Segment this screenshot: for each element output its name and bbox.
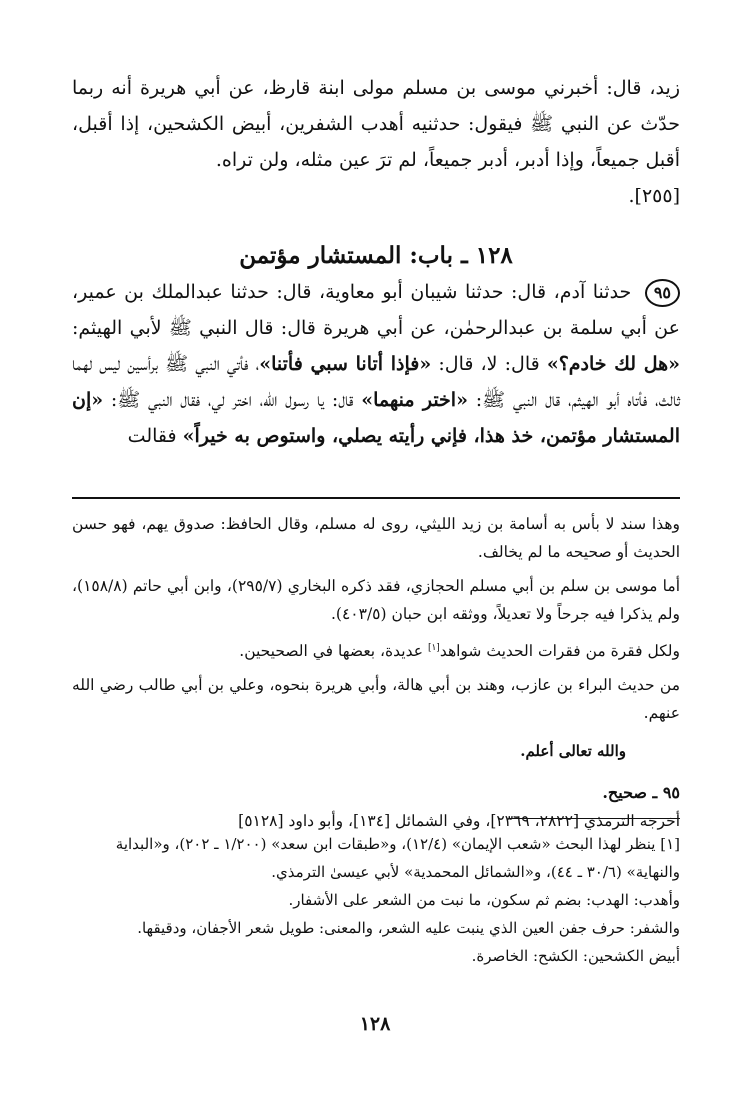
main-paragraph: زيد، قال: أخبرني موسى بن مسلم مولى ابنة قارظ، عن أبي هريرة أنه ربما حدّث عن النبي ﷺ فيقول: حدثنيه أهدب الشفرين، أبيض الكشحين، إذا أقبل، أقبل جميعاً، وإذا أدبر، أدبر جميعاً، لم ترَ عين مثله، ولن تراه. (72, 77, 680, 171)
hadith-narration-4: قال: يا رسول الله، اختر لي، فقال النبي ﷺ: (110, 389, 354, 411)
hadith-narration-5: فقالت (127, 425, 177, 447)
hadith-narration-2: قال: لا، قال: (438, 353, 540, 375)
hadith-quote-2: «فإذا أتانا سبي فأتنا» (259, 353, 432, 375)
commentary-text: عديدة، بعضها في الصحيحين. (239, 642, 428, 661)
hadith-narration-1: حدثنا آدم، قال: حدثنا شيبان أبو معاوية، قال: حدثنا عبدالملك بن عمير، عن أبي سلمة بن عبدالرحمٰن، عن أبي هريرة قال: قال النبي ﷺ لأبي الهيثم: (72, 281, 680, 339)
footnote: وأهدب: الهدب: بضم ثم سكون، ما نبت من الشعر على الأشفار. (288, 891, 680, 909)
takhrij: أخرجه الترمذي [٢٨٢٢، ٢٣٦٩]، وفي الشمائل [١٣٤]، وأبو داود [٥١٢٨] (238, 812, 680, 831)
footnote: أبيض الكشحين: الكشح: الخاصرة. (471, 947, 680, 965)
hadith-narration-3: ، فأتي النبي ﷺ برأسين ليس لهما ثالث، فأتاه أبو الهيثم، قال النبي ﷺ: (72, 353, 681, 411)
commentary-paragraph: من حديث البراء بن عازب، وهند بن أبي هالة، وأبي هريرة بنحوه، وعلي بن أبي طالب رضي الله عنهم. (72, 676, 680, 723)
main-text (72, 70, 680, 214)
footnote: والشفر: حرف جفن العين الذي ينبت عليه الشعر، والمعنى: طويل شعر الأجفان، ودقيقها. (137, 919, 680, 937)
commentary-paragraph: وهذا سند لا بأس به أسامة بن زيد الليثي، روى له مسلم، وقال الحافظ: صدوق يهم، فهو حسن الحديث أو صحيحه ما لم يخالف. (72, 515, 680, 561)
footnote: [١] ينظر لهذا البحث «شعب الإيمان» (١٢/٤)، و«طبقات ابن سعد» (١/٢٠٠ ـ ٢٠٢)، و«البداية والنهاية» (٣٠/٦ ـ ٤٤)، و«الشمائل المحمدية» لأبي عيسىٰ الترمذي. (115, 835, 680, 881)
hadith-quote-1: «هل لك خادم؟» (546, 353, 680, 375)
page-number: ١٢٨ (359, 1013, 391, 1035)
hadith-text (72, 274, 680, 454)
chapter-title: ١٢٨ ـ باب: المستشار مؤتمن (239, 242, 513, 269)
hadith-number-badge: ٩٥ (645, 279, 680, 307)
closing-formula: والله تعالى أعلم. (520, 742, 626, 761)
commentary-paragraph (72, 634, 680, 665)
reference-number: [٢٥٥]. (628, 185, 680, 207)
main-divider (72, 497, 680, 499)
footnotes (72, 830, 680, 970)
commentary-paragraph: أما موسى بن سلم بن أبي مسلم الحجازي، فقد ذكره البخاري (٢٩٥/٧)، وابن أبي حاتم (١٥٨/٨)، ولم يذكرا فيه جرحاً ولا تعديلاً، ووثقه ابن حبان (٤٠٣/٥). (72, 577, 680, 623)
commentary (72, 510, 680, 841)
footnote-ref: [١] (427, 643, 440, 653)
hadith-quote-3: «اختر منهما» (361, 389, 468, 411)
hadith-quote-4: «إن المستشار مؤتمن، خذ هذا، فإني رأيته يصلي، واستوص به خيراً» (72, 389, 680, 447)
commentary-text: ولكل فقرة من فقرات الحديث شواهد (439, 642, 680, 661)
footnote-divider (510, 818, 680, 819)
hadith-grade: ٩٥ ـ صحيح. (602, 783, 680, 803)
